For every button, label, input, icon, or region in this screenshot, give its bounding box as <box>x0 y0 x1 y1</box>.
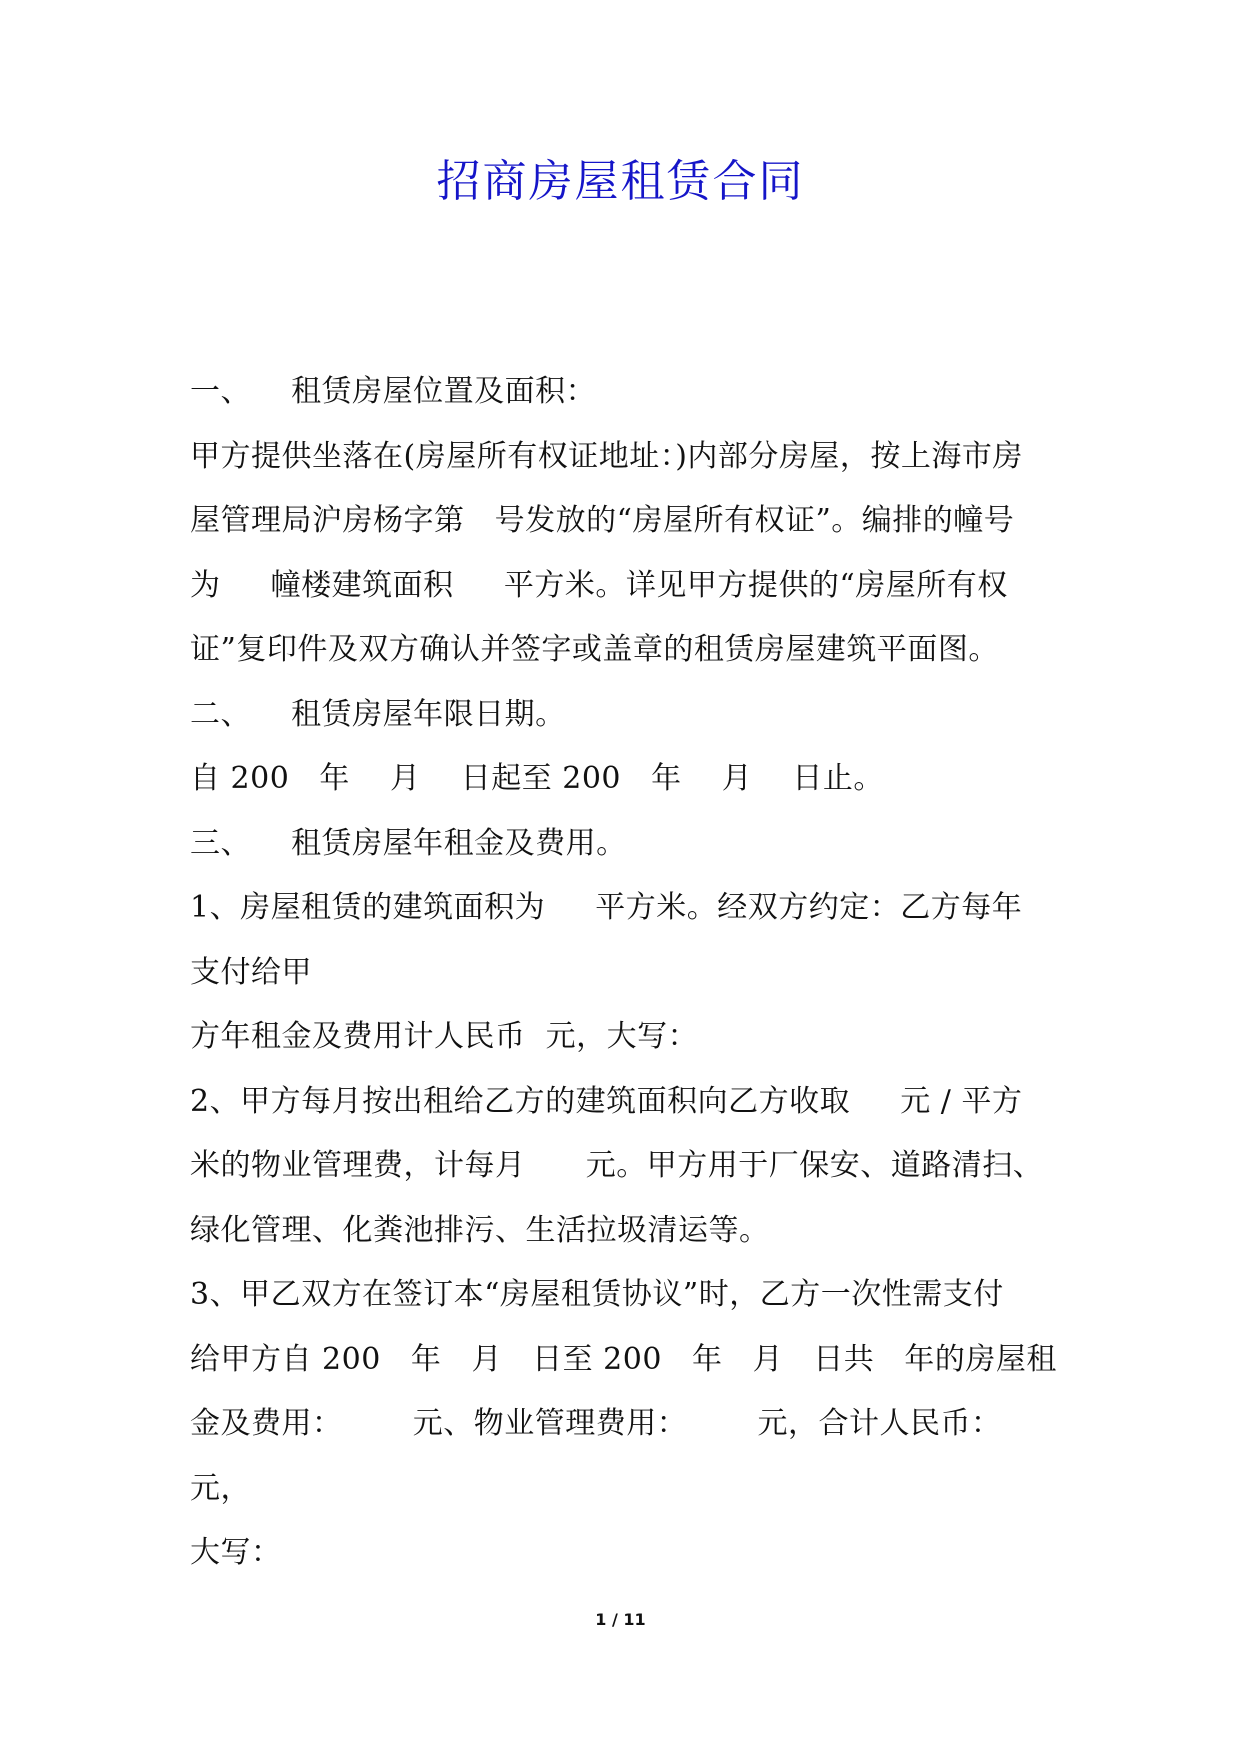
paragraph-line: 米的物业管理费，计每月 元。甲方用于厂保安、道路清扫、 <box>190 1148 1044 1183</box>
paragraph-line: 方年租金及费用计人民币 元，大写： <box>190 1019 699 1054</box>
paragraph-line: 自 200 年 月 日起至 200 年 月 日止。 <box>190 761 884 796</box>
paragraph-line: 给甲方自 200 年 月 日至 200 年 月 日共 年的房屋租 <box>190 1341 1057 1377</box>
paragraph-line: 1、房屋租赁的建筑面积为 平方米。经双方约定：乙方每年 <box>190 890 1023 925</box>
paragraph-line: 大写： <box>190 1535 282 1570</box>
paragraph-line: 3、甲乙双方在签订本“房屋租赁协议”时，乙方一次性需支付 <box>190 1277 1004 1312</box>
section-heading-term: 二、 租赁房屋年限日期。 <box>190 696 566 732</box>
paragraph-line: 屋管理局沪房杨字第 号发放的“房屋所有权证”。编排的幢号 <box>190 503 1015 538</box>
paragraph-line: 金及费用： 元、物业管理费用： 元，合计人民币： <box>190 1406 1002 1441</box>
paragraph-line: 元， <box>190 1470 251 1506</box>
paragraph-line: 2、甲方每月按出租给乙方的建筑面积向乙方收取 元 / 平方 <box>190 1083 1023 1119</box>
paragraph-line: 证”复印件及双方确认并签字或盖章的租赁房屋建筑平面图。 <box>190 632 999 667</box>
paragraph-line: 为 幢楼建筑面积 平方米。详见甲方提供的“房屋所有权 <box>190 567 1008 603</box>
paragraph-line: 支付给甲 <box>190 954 312 990</box>
section-heading-rent: 三、 租赁房屋年租金及费用。 <box>190 825 627 861</box>
paragraph-line: 绿化管理、化粪池排污、生活拉圾清运等。 <box>190 1212 770 1248</box>
page-number: 1 / 11 <box>595 1610 646 1629</box>
section-heading-location: 一、 租赁房屋位置及面积： <box>190 374 597 409</box>
document-body <box>190 360 1070 1586</box>
paragraph-line: 甲方提供坐落在(房屋所有权证地址：)内部分房屋，按上海市房 <box>190 438 1023 474</box>
document-title: 招商房屋租赁合同 <box>436 156 805 207</box>
